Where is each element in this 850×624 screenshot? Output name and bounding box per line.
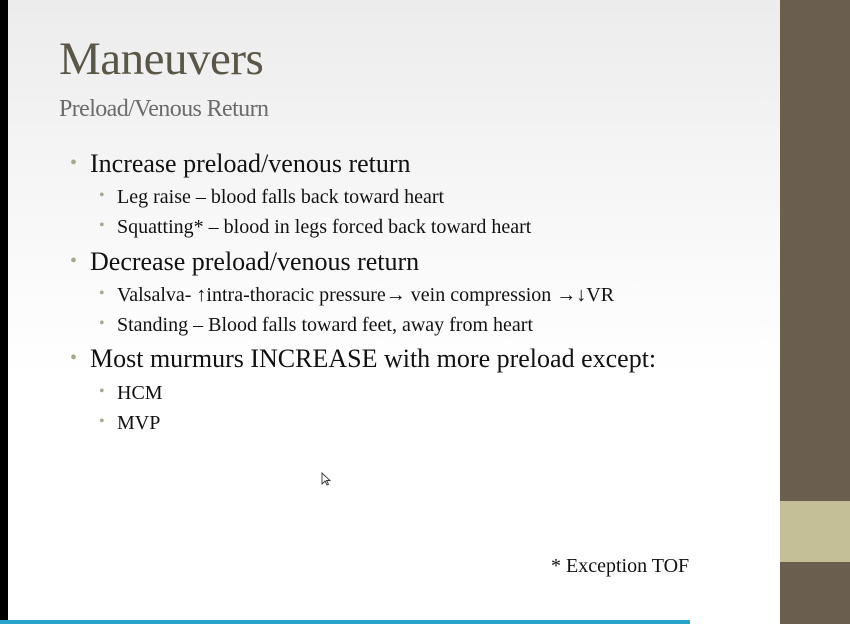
bullet-item (99, 186, 445, 209)
bottom-progress-line (0, 620, 690, 624)
bullet-dot-icon: • (70, 347, 78, 369)
bullet-item (99, 314, 533, 337)
bullet-item (70, 149, 411, 179)
bullet-text: MVP (117, 412, 161, 434)
bullet-dot-icon: • (99, 217, 105, 234)
bullet-item (99, 216, 532, 239)
bullet-text: Most murmurs INCREASE with more preload except: (90, 344, 657, 373)
bullet-text: Increase preload/venous return (90, 149, 411, 178)
bullet-dot-icon: • (99, 285, 105, 302)
bullet-dot-icon: • (70, 152, 78, 174)
bullet-item (99, 284, 615, 307)
footnote: * Exception TOF (551, 555, 690, 577)
left-edge (0, 0, 8, 624)
bullet-dot-icon: • (99, 383, 105, 400)
bullet-item (99, 382, 163, 405)
slide-title: Maneuvers (59, 33, 264, 85)
bullet-text: Leg raise – blood falls back toward heart (117, 186, 445, 208)
bullet-text: Valsalva- ↑intra-thoracic pressure→ vein compression →↓VR (117, 284, 615, 306)
bullet-text: Decrease preload/venous return (90, 247, 420, 276)
bullet-text: Squatting* – blood in legs forced back toward heart (117, 216, 532, 238)
bullet-text: HCM (117, 382, 163, 404)
slide-subtitle: Preload/Venous Return (59, 96, 269, 122)
bullet-item (70, 247, 420, 277)
bullet-item (70, 344, 657, 374)
right-accent-block (780, 501, 850, 562)
bullet-dot-icon: • (70, 250, 78, 272)
bullet-text: Standing – Blood falls toward feet, away from heart (117, 314, 533, 336)
bullet-dot-icon: • (99, 315, 105, 332)
bullet-dot-icon: • (99, 187, 105, 204)
bullet-dot-icon: • (99, 413, 105, 430)
bullet-item (99, 412, 161, 435)
mouse-pointer-icon (321, 472, 331, 486)
slide (8, 0, 780, 624)
